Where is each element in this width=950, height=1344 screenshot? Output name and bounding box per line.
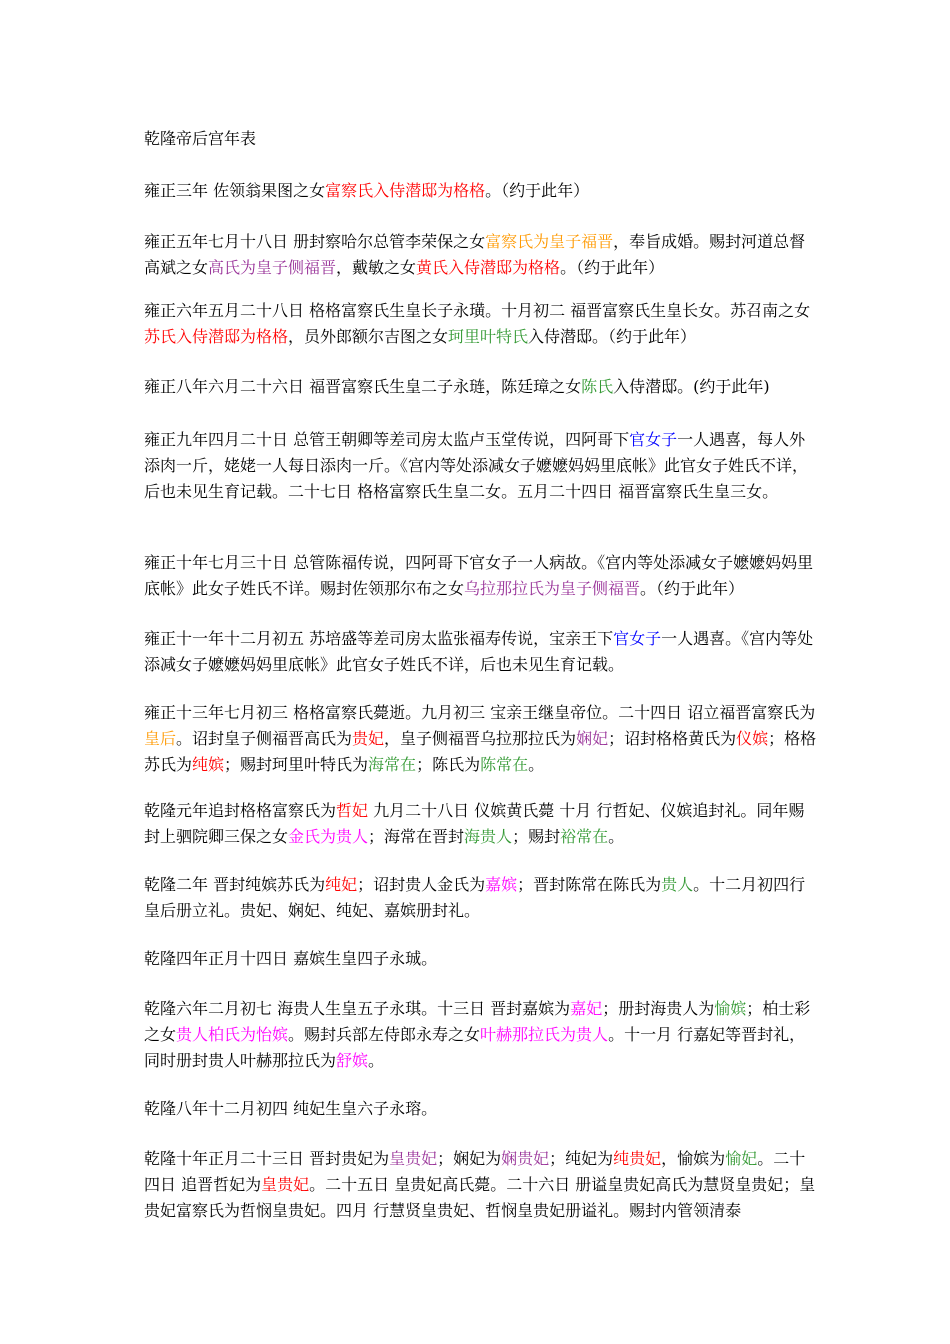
paragraph-2 <box>144 229 820 281</box>
highlighted-text: 苏氏入侍潜邸为格格 <box>144 327 289 346</box>
text-segment: ；赐封珂里叶特氏为 <box>224 755 369 774</box>
text-segment: ；诏封格格黄氏为 <box>608 729 737 748</box>
highlighted-text: 嘉嫔 <box>485 875 518 894</box>
highlighted-text: 贵人 <box>661 875 694 894</box>
highlighted-text: 纯嫔 <box>192 755 225 774</box>
highlighted-text: 纯贵妃 <box>613 1149 662 1168</box>
highlighted-text: 富察氏为皇子福晋 <box>485 232 614 251</box>
highlighted-text: 官女子 <box>613 629 662 648</box>
text-segment: ，奉旨成婚。赐封河道总督高斌之女 <box>144 232 806 277</box>
paragraph-9 <box>144 798 820 850</box>
text-segment: 雍正五年七月十八日 册封察哈尔总管李荣保之女 <box>144 232 486 251</box>
highlighted-text: 海贵人 <box>464 827 513 846</box>
text-segment: 乾隆十年正月二十三日 晋封贵妃为 <box>144 1149 390 1168</box>
paragraph-12 <box>144 996 820 1074</box>
text-segment: ；海常在晋封 <box>368 827 465 846</box>
text-segment: 。赐封兵部左侍郎永寿之女 <box>288 1025 481 1044</box>
highlighted-text: 纯妃 <box>325 875 358 894</box>
text-segment: 乾隆元年追封格格富察氏为 <box>144 801 337 820</box>
text-segment: 乾隆八年十二月初四 纯妃生皇六子永瑢。 <box>144 1099 438 1118</box>
text-segment: 。二十五日 皇贵妃高氏薨。二十六日 册谥皇贵妃高氏为慧贤皇贵妃；皇贵妃富察氏为哲悯皇贵妃。四月 行慧贤皇贵妃、哲悯皇贵妃册谥礼。赐封内管领清泰 <box>144 1175 816 1220</box>
text-segment: 入侍潜邸。（约于此年） <box>528 327 697 346</box>
paragraph-8 <box>144 700 820 778</box>
text-segment: 乾隆四年正月十四日 嘉嫔生皇四子永珹。 <box>144 949 438 968</box>
text-segment: 。十二月初四行皇后册立礼。贵妃、娴妃、纯妃、嘉嫔册封礼。 <box>144 875 806 920</box>
text-segment: ；纯妃为 <box>549 1149 614 1168</box>
highlighted-text: 贵妃 <box>352 729 385 748</box>
highlighted-text: 陈常在 <box>480 755 529 774</box>
text-segment: 一人遇喜。《宫内等处添减女子嬷嬷妈妈里底帐》此官女子姓氏不详，后也未见生育记载。 <box>144 629 814 674</box>
text-segment: 雍正三年 佐领翁果图之女 <box>144 181 326 200</box>
highlighted-text: 贵人柏氏为怡嫔 <box>176 1025 289 1044</box>
highlighted-text: 黄氏入侍潜邸为格格 <box>416 258 561 277</box>
highlighted-text: 娴贵妃 <box>501 1149 550 1168</box>
text-segment: ；娴妃为 <box>437 1149 502 1168</box>
text-segment: 。 <box>608 827 625 846</box>
text-segment: ；格格苏氏为 <box>144 729 817 774</box>
paragraph-14 <box>144 1146 820 1224</box>
text-segment: 乾隆六年二月初七 海贵人生皇五子永琪。十三日 晋封嘉嫔为 <box>144 999 571 1018</box>
highlighted-text: 嘉妃 <box>570 999 603 1018</box>
text-segment: 。（约于此年） <box>485 181 590 200</box>
text-segment: ；陈氏为 <box>416 755 481 774</box>
highlighted-text: 哲妃 <box>336 801 369 820</box>
text-segment: 雍正十一年十二月初五 苏培盛等差司房太监张福寿传说，宝亲王下 <box>144 629 614 648</box>
text-segment: 。 <box>528 755 545 774</box>
highlighted-text: 皇后 <box>144 729 177 748</box>
highlighted-text: 乌拉那拉氏为皇子侧福晋 <box>464 579 641 598</box>
highlighted-text: 皇贵妃 <box>261 1175 310 1194</box>
paragraph-1 <box>144 178 820 204</box>
highlighted-text: 裕常在 <box>560 827 609 846</box>
text-segment: 雍正八年六月二十六日 福晋富察氏生皇二子永琏，陈廷璋之女 <box>144 377 582 396</box>
highlighted-text: 愉妃 <box>725 1149 758 1168</box>
text-segment: ；晋封陈常在陈氏为 <box>517 875 662 894</box>
text-segment: 。 <box>368 1051 385 1070</box>
text-segment: ，皇子侧福晋乌拉那拉氏为 <box>384 729 577 748</box>
text-segment: ，愉嫔为 <box>661 1149 726 1168</box>
text-segment: 。诏封皇子侧福晋高氏为 <box>176 729 353 748</box>
text-segment: ；册封海贵人为 <box>602 999 715 1018</box>
text-segment: 雍正九年四月二十日 总管王朝卿等差司房太监卢玉堂传说，四阿哥下 <box>144 430 630 449</box>
text-segment: 。十一月 行嘉妃等晋封礼，同时册封贵人叶赫那拉氏为 <box>144 1025 806 1070</box>
highlighted-text: 高氏为皇子侧福晋 <box>208 258 337 277</box>
paragraph-4 <box>144 374 820 400</box>
text-segment: 雍正六年五月二十八日 格格富察氏生皇长子永璜。十月初二 福晋富察氏生皇长女。苏召南之女 <box>144 301 811 320</box>
text-segment: 。（约于此年） <box>640 579 745 598</box>
text-segment: 雍正十年七月三十日 总管陈福传说，四阿哥下官女子一人病故。《宫内等处添减女子嬷嬷妈妈里底帐》此女子姓氏不详。赐封佐领那尔布之女 <box>144 553 814 598</box>
text-segment: ；柏士彩之女 <box>144 999 811 1044</box>
text-segment: 乾隆二年 晋封纯嫔苏氏为 <box>144 875 326 894</box>
highlighted-text: 官女子 <box>629 430 678 449</box>
paragraph-11 <box>144 946 820 972</box>
text-segment: 雍正十三年七月初三 格格富察氏薨逝。九月初三 宝亲王继皇帝位。二十四日 诏立福晋富察氏为 <box>144 703 816 722</box>
highlighted-text: 金氏为贵人 <box>288 827 369 846</box>
paragraph-13 <box>144 1096 820 1122</box>
text-segment: 一人遇喜，每人外添肉一斤，姥姥一人每日添肉一斤。《宫内等处添减女子嬷嬷妈妈里底帐》此官女子姓氏不详，后也未见生育记载。二十七日 格格富察氏生皇二女。五月二十四日 福晋富察氏生皇三女。 <box>144 430 809 501</box>
text-segment: 。（约于此年） <box>560 258 665 277</box>
paragraph-6 <box>144 550 820 602</box>
highlighted-text: 仪嫔 <box>736 729 769 748</box>
highlighted-text: 愉嫔 <box>714 999 747 1018</box>
highlighted-text: 海常在 <box>368 755 417 774</box>
paragraph-10 <box>144 872 820 924</box>
highlighted-text: 陈氏 <box>581 377 614 396</box>
document-title: 乾隆帝后宫年表 <box>144 129 257 148</box>
highlighted-text: 娴妃 <box>576 729 609 748</box>
text-segment: 。二十四日 追晋哲妃为 <box>144 1149 806 1194</box>
highlighted-text: 皇贵妃 <box>389 1149 438 1168</box>
text-segment: 入侍潜邸。(约于此年) <box>613 377 770 396</box>
text-segment: ，员外郎额尔吉图之女 <box>288 327 449 346</box>
text-segment: ；诏封贵人金氏为 <box>357 875 486 894</box>
highlighted-text: 珂里叶特氏 <box>448 327 529 346</box>
highlighted-text: 叶赫那拉氏为贵人 <box>480 1025 609 1044</box>
highlighted-text: 富察氏入侍潜邸为格格 <box>325 181 486 200</box>
text-segment: ，戴敏之女 <box>336 258 417 277</box>
highlighted-text: 舒嫔 <box>336 1051 369 1070</box>
text-segment: 九月二十八日 仪嫔黄氏薨 十月 行哲妃、仪嫔追封礼。同年赐封上驷院卿三保之女 <box>144 801 805 846</box>
paragraph-3 <box>144 298 820 350</box>
paragraph-7 <box>144 626 820 678</box>
text-segment: ；赐封 <box>512 827 561 846</box>
paragraph-5 <box>144 427 820 505</box>
